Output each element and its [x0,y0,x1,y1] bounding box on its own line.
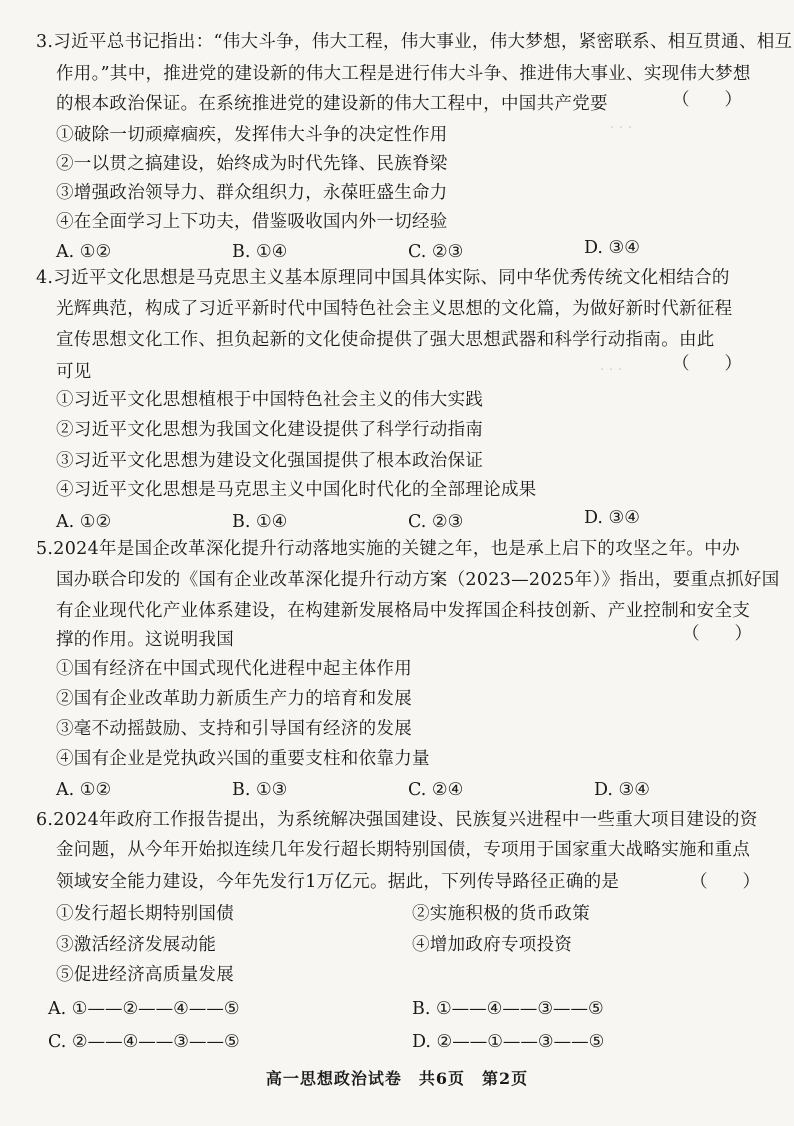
question-stem-line: 领域安全能力建设，今年先发行1万亿元。据此，下列传导路径正确的是 [56,872,620,892]
choice-c: C. ②——④——③——⑤ [48,1032,240,1052]
answer-parentheses: （ ） [672,90,742,110]
statement-option: ②一以贯之搞建设，始终成为时代先锋、民族脊梁 [56,154,448,174]
statement-option: ①习近平文化思想植根于中国特色社会主义的伟大实践 [56,390,484,410]
path-step: ④增加政府专项投资 [412,935,573,955]
question-stem-line: 5.2024年是国企改革深化提升行动落地实施的关键之年，也是承上启下的攻坚之年。中办 [36,539,740,559]
choice-c: C. ②④ [408,780,464,800]
question-stem-line: 金问题，从今年开始拟连续几年发行超长期特别国债，专项用于国家重大战略实施和重点 [56,840,751,860]
choice-d: D. ②——①——③——⑤ [412,1032,605,1052]
statement-option: ④习近平文化思想是马克思主义中国化时代化的全部理论成果 [56,480,537,500]
choice-a: A. ①② [56,242,112,262]
statement-option: ③增强政治领导力、群众组织力，永葆旺盛生命力 [56,183,448,203]
choice-c: C. ②③ [408,242,464,262]
question-stem-line: 可见 [56,362,92,382]
choice-d: D. ③④ [584,238,640,258]
question-stem-line: 3.习近平总书记指出：“伟大斗争，伟大工程，伟大事业，伟大梦想，紧密联系、相互贯通、相互 [36,32,793,52]
choice-b: B. ①④ [232,242,288,262]
choice-d: D. ③④ [584,508,640,528]
choice-d: D. ③④ [594,780,650,800]
question-stem-line: 6.2024年政府工作报告提出，为系统解决强国建设、民族复兴进程中一些重大项目建设的资 [36,810,758,830]
question-stem-line: 的根本政治保证。在系统推进党的建设新的伟大工程中，中国共产党要 [56,94,608,114]
statement-option: ②国有企业改革助力新质生产力的培育和发展 [56,689,412,709]
choice-a: A. ①② [56,512,112,532]
path-step: ②实施积极的货币政策 [412,904,590,924]
question-stem-line: 4.习近平文化思想是马克思主义基本原理同中国具体实际、同中华优秀传统文化相结合的 [36,268,730,288]
page-footer: 高一思想政治试卷 共6页 第2页 [265,1069,529,1088]
path-step: ①发行超长期特别国债 [56,904,234,924]
choice-a: A. ①② [56,780,112,800]
choice-a: A. ①——②——④——⑤ [48,999,240,1019]
question-stem-line: 有企业现代化产业体系建设，在构建新发展格局中发挥国企科技创新、产业控制和安全支 [56,601,751,621]
statement-option: ①国有经济在中国式现代化进程中起主体作用 [56,659,412,679]
answer-parentheses: （ ） [690,872,760,892]
choice-b: B. ①③ [232,780,288,800]
statement-option: ③习近平文化思想为建设文化强国提供了根本政治保证 [56,451,484,471]
choice-b: B. ①④ [232,512,288,532]
answer-parentheses: （ ） [672,354,742,374]
path-step: ⑤促进经济高质量发展 [56,965,234,985]
statement-option: ①破除一切顽瘴痼疾，发挥伟大斗争的决定性作用 [56,125,448,145]
path-step: ③激活经济发展动能 [56,935,217,955]
statement-option: ④国有企业是党执政兴国的重要支柱和依靠力量 [56,749,430,769]
bleed-through-mark: · · · [610,120,633,136]
question-stem-line: 光辉典范，构成了习近平新时代中国特色社会主义思想的文化篇，为做好新时代新征程 [56,299,733,319]
question-stem-line: 国办联合印发的《国有企业改革深化提升行动方案（2023—2025年）》指出，要重点抓好国 [56,570,780,590]
statement-option: ③毫不动摇鼓励、支持和引导国有经济的发展 [56,719,412,739]
choice-b: B. ①——④——③——⑤ [412,999,604,1019]
question-stem-line: 撑的作用。这说明我国 [56,630,234,650]
statement-option: ②习近平文化思想为我国文化建设提供了科学行动指南 [56,420,484,440]
question-stem-line: 作用。”其中，推进党的建设新的伟大工程是进行伟大斗争、推进伟大事业、实现伟大梦想 [56,64,751,84]
choice-c: C. ②③ [408,512,464,532]
bleed-through-mark: · · · [600,362,623,378]
answer-parentheses: （ ） [682,624,752,644]
question-stem-line: 宣传思想文化工作、担负起新的文化使命提供了强大思想武器和科学行动指南。由此 [56,330,715,350]
statement-option: ④在全面学习上下功夫，借鉴吸收国内外一切经验 [56,212,448,232]
